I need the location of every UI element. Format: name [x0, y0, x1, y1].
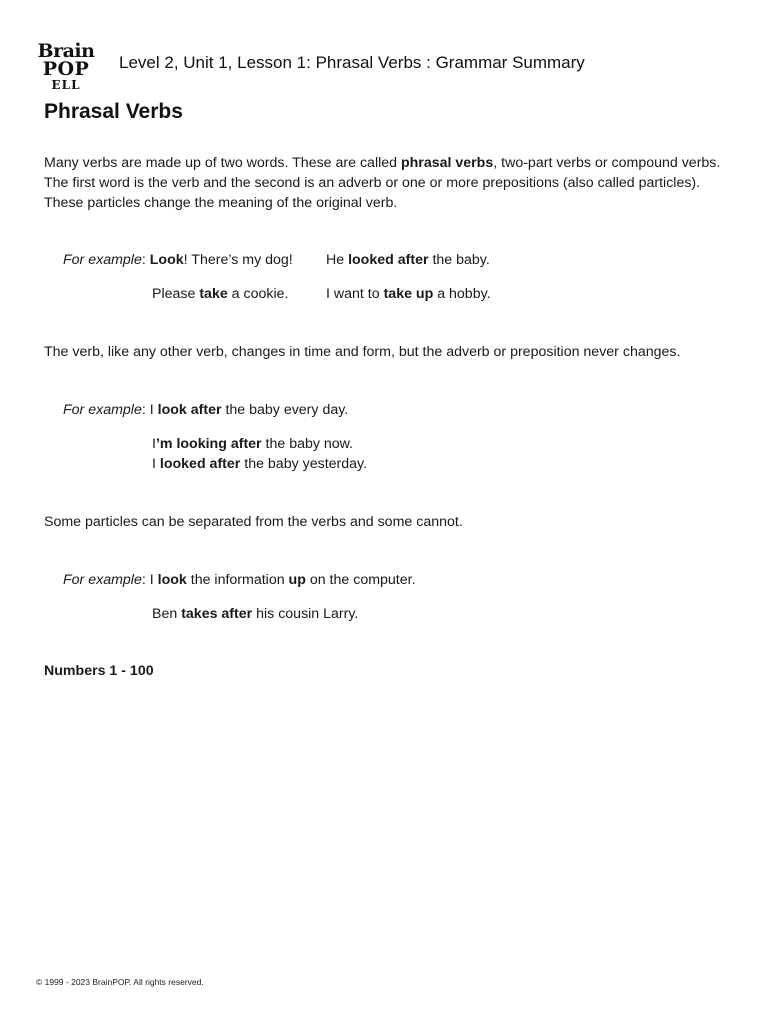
section-heading-numbers: Numbers 1 - 100 — [44, 663, 154, 679]
logo-line-brain: Brain — [37, 40, 95, 62]
example-text: He — [326, 252, 349, 268]
intro-paragraph — [44, 153, 734, 213]
example-text: Please — [152, 286, 200, 302]
example-verb: looked after — [348, 252, 429, 268]
example-row-2a — [63, 400, 348, 420]
intro-term: phrasal verbs — [400, 155, 494, 171]
example-text: I — [152, 456, 160, 472]
example-text: on the computer. — [305, 572, 416, 588]
example-row-1c — [152, 284, 288, 304]
intro-text: Many verbs are made up of two words. These are called — [44, 155, 401, 171]
example-text: the baby now. — [261, 436, 354, 452]
example-verb: take up — [383, 286, 434, 302]
example-text: his cousin Larry. — [252, 606, 359, 622]
example-verb: look — [157, 572, 187, 588]
example-verb: looked after — [159, 456, 241, 472]
example-row-3a — [63, 570, 416, 590]
example-text: ! There’s my dog! — [183, 252, 293, 268]
brainpop-ell-logo — [34, 42, 98, 91]
example-text: I — [145, 572, 158, 588]
separable-paragraph: Some particles can be separated from the verbs and some cannot. — [44, 514, 463, 530]
example-label: For example — [63, 402, 142, 418]
example-text: I — [152, 436, 156, 452]
copyright-footer: © 1999 - 2023 BrainPOP. All rights reserved. — [36, 977, 204, 987]
logo-line-ell: ELL — [51, 78, 81, 92]
logo-line-pop: POP — [42, 58, 90, 80]
example-row-2c — [152, 454, 367, 474]
example-text: the baby yesterday. — [240, 456, 368, 472]
tense-paragraph: The verb, like any other verb, changes in time and form, but the adverb or preposition never changes. — [44, 344, 681, 360]
example-verb: take — [199, 286, 228, 302]
example-text: a cookie. — [227, 286, 289, 302]
example-label: For example — [63, 252, 142, 268]
example-text: the information — [186, 572, 289, 588]
example-colon: : — [141, 252, 146, 268]
example-text: the baby. — [428, 252, 490, 268]
example-colon: : — [141, 572, 146, 588]
example-row-2b — [152, 434, 353, 454]
example-verb: ’m looking after — [155, 436, 262, 452]
example-particle: up — [288, 572, 306, 588]
example-text: I — [145, 402, 158, 418]
example-verb: Look — [149, 252, 184, 268]
example-colon: : — [141, 402, 146, 418]
example-text: I want to — [326, 286, 384, 302]
example-text: Ben — [152, 606, 182, 622]
page-title: Phrasal Verbs — [44, 100, 183, 123]
example-label: For example — [63, 572, 142, 588]
example-text: the baby every day. — [221, 402, 349, 418]
intro-text-rest: , two-part verbs or compound verbs. The first word is the verb and the second is an adverb or one or more prepositions (also called particles). These particles change the meaning of the original verb. — [44, 155, 721, 211]
example-row-1a — [63, 250, 293, 270]
example-verb: takes after — [181, 606, 253, 622]
example-row-3b — [152, 604, 358, 624]
example-row-1b — [326, 250, 490, 270]
example-text: a hobby. — [433, 286, 491, 302]
header-title: Level 2, Unit 1, Lesson 1: Phrasal Verbs : Grammar Summary — [119, 53, 585, 72]
example-row-1d — [326, 284, 491, 304]
example-verb: look after — [157, 402, 222, 418]
